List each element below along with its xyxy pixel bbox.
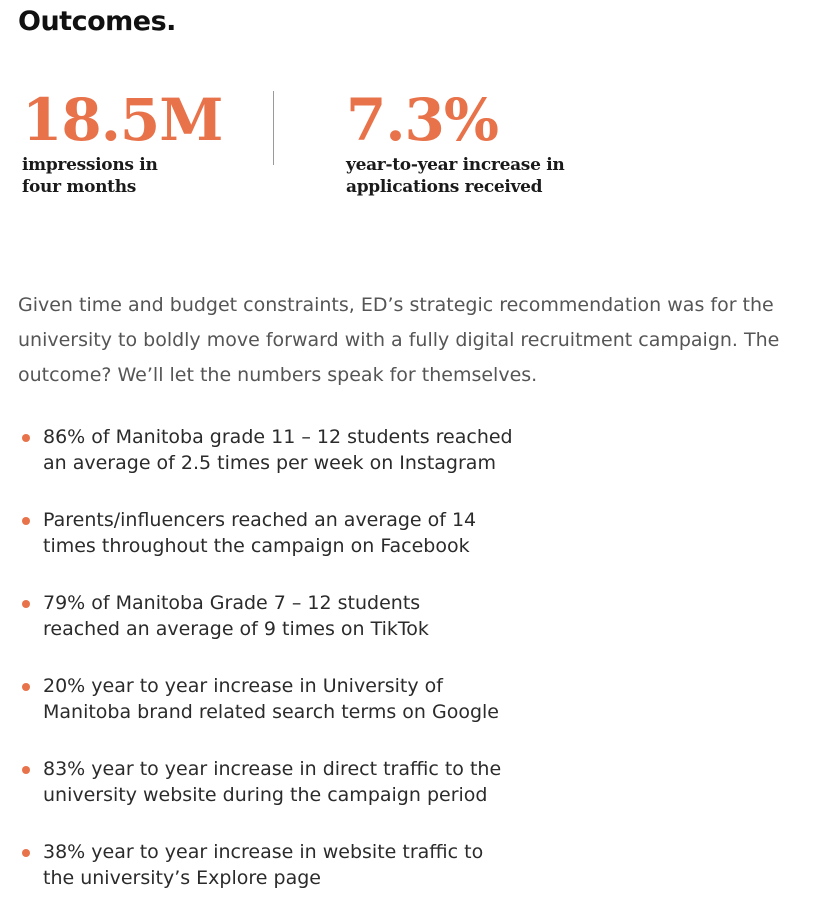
list-item — [18, 673, 618, 725]
stat-label-line: year-to-year increase in — [346, 155, 565, 175]
stat-value: 18.5M — [22, 86, 223, 154]
stat-applications — [346, 84, 564, 198]
stat-value: 7.3% — [346, 86, 499, 154]
list-item-line: 86% of Manitoba grade 11 – 12 students reached — [43, 426, 513, 448]
section-heading: Outcomes. — [18, 6, 176, 37]
list-item-line: 20% year to year increase in University of — [43, 675, 443, 697]
stat-label — [22, 154, 222, 198]
bullet-dot-icon — [22, 600, 30, 608]
stat-label — [346, 154, 564, 198]
bullet-dot-icon — [22, 434, 30, 442]
list-item-line: an average of 2.5 times per week on Instagram — [43, 452, 496, 474]
stat-divider — [273, 91, 274, 165]
intro-paragraph — [18, 288, 818, 393]
list-item-line: times throughout the campaign on Facebook — [43, 535, 470, 557]
outcomes-list — [18, 424, 618, 922]
list-item-line: 79% of Manitoba Grade 7 – 12 students — [43, 592, 421, 614]
list-item-line: reached an average of 9 times on TikTok — [43, 618, 429, 640]
list-item-line: Manitoba brand related search terms on Google — [43, 701, 499, 723]
stat-label-line: impressions in — [22, 155, 158, 175]
bullet-dot-icon — [22, 766, 30, 774]
bullet-dot-icon — [22, 517, 30, 525]
list-item — [18, 839, 618, 891]
list-item — [18, 590, 618, 642]
bullet-dot-icon — [22, 683, 30, 691]
stat-label-line: applications received — [346, 177, 543, 197]
bullet-dot-icon — [22, 849, 30, 857]
list-item-line: the university’s Explore page — [43, 867, 321, 889]
intro-line: Given time and budget constraints, ED’s strategic recommendation was for the — [18, 294, 774, 316]
list-item — [18, 756, 618, 808]
list-item — [18, 424, 618, 476]
stat-label-line: four months — [22, 177, 137, 197]
list-item-line: Parents/influencers reached an average of 14 — [43, 509, 477, 531]
intro-line: outcome? We’ll let the numbers speak for themselves. — [18, 364, 538, 386]
list-item — [18, 507, 618, 559]
list-item-line: 83% year to year increase in direct traffic to the — [43, 758, 502, 780]
list-item-line: 38% year to year increase in website traffic to — [43, 841, 484, 863]
intro-line: university to boldly move forward with a fully digital recruitment campaign. The — [18, 329, 780, 351]
list-item-line: university website during the campaign period — [43, 784, 488, 806]
stat-impressions — [22, 84, 222, 198]
